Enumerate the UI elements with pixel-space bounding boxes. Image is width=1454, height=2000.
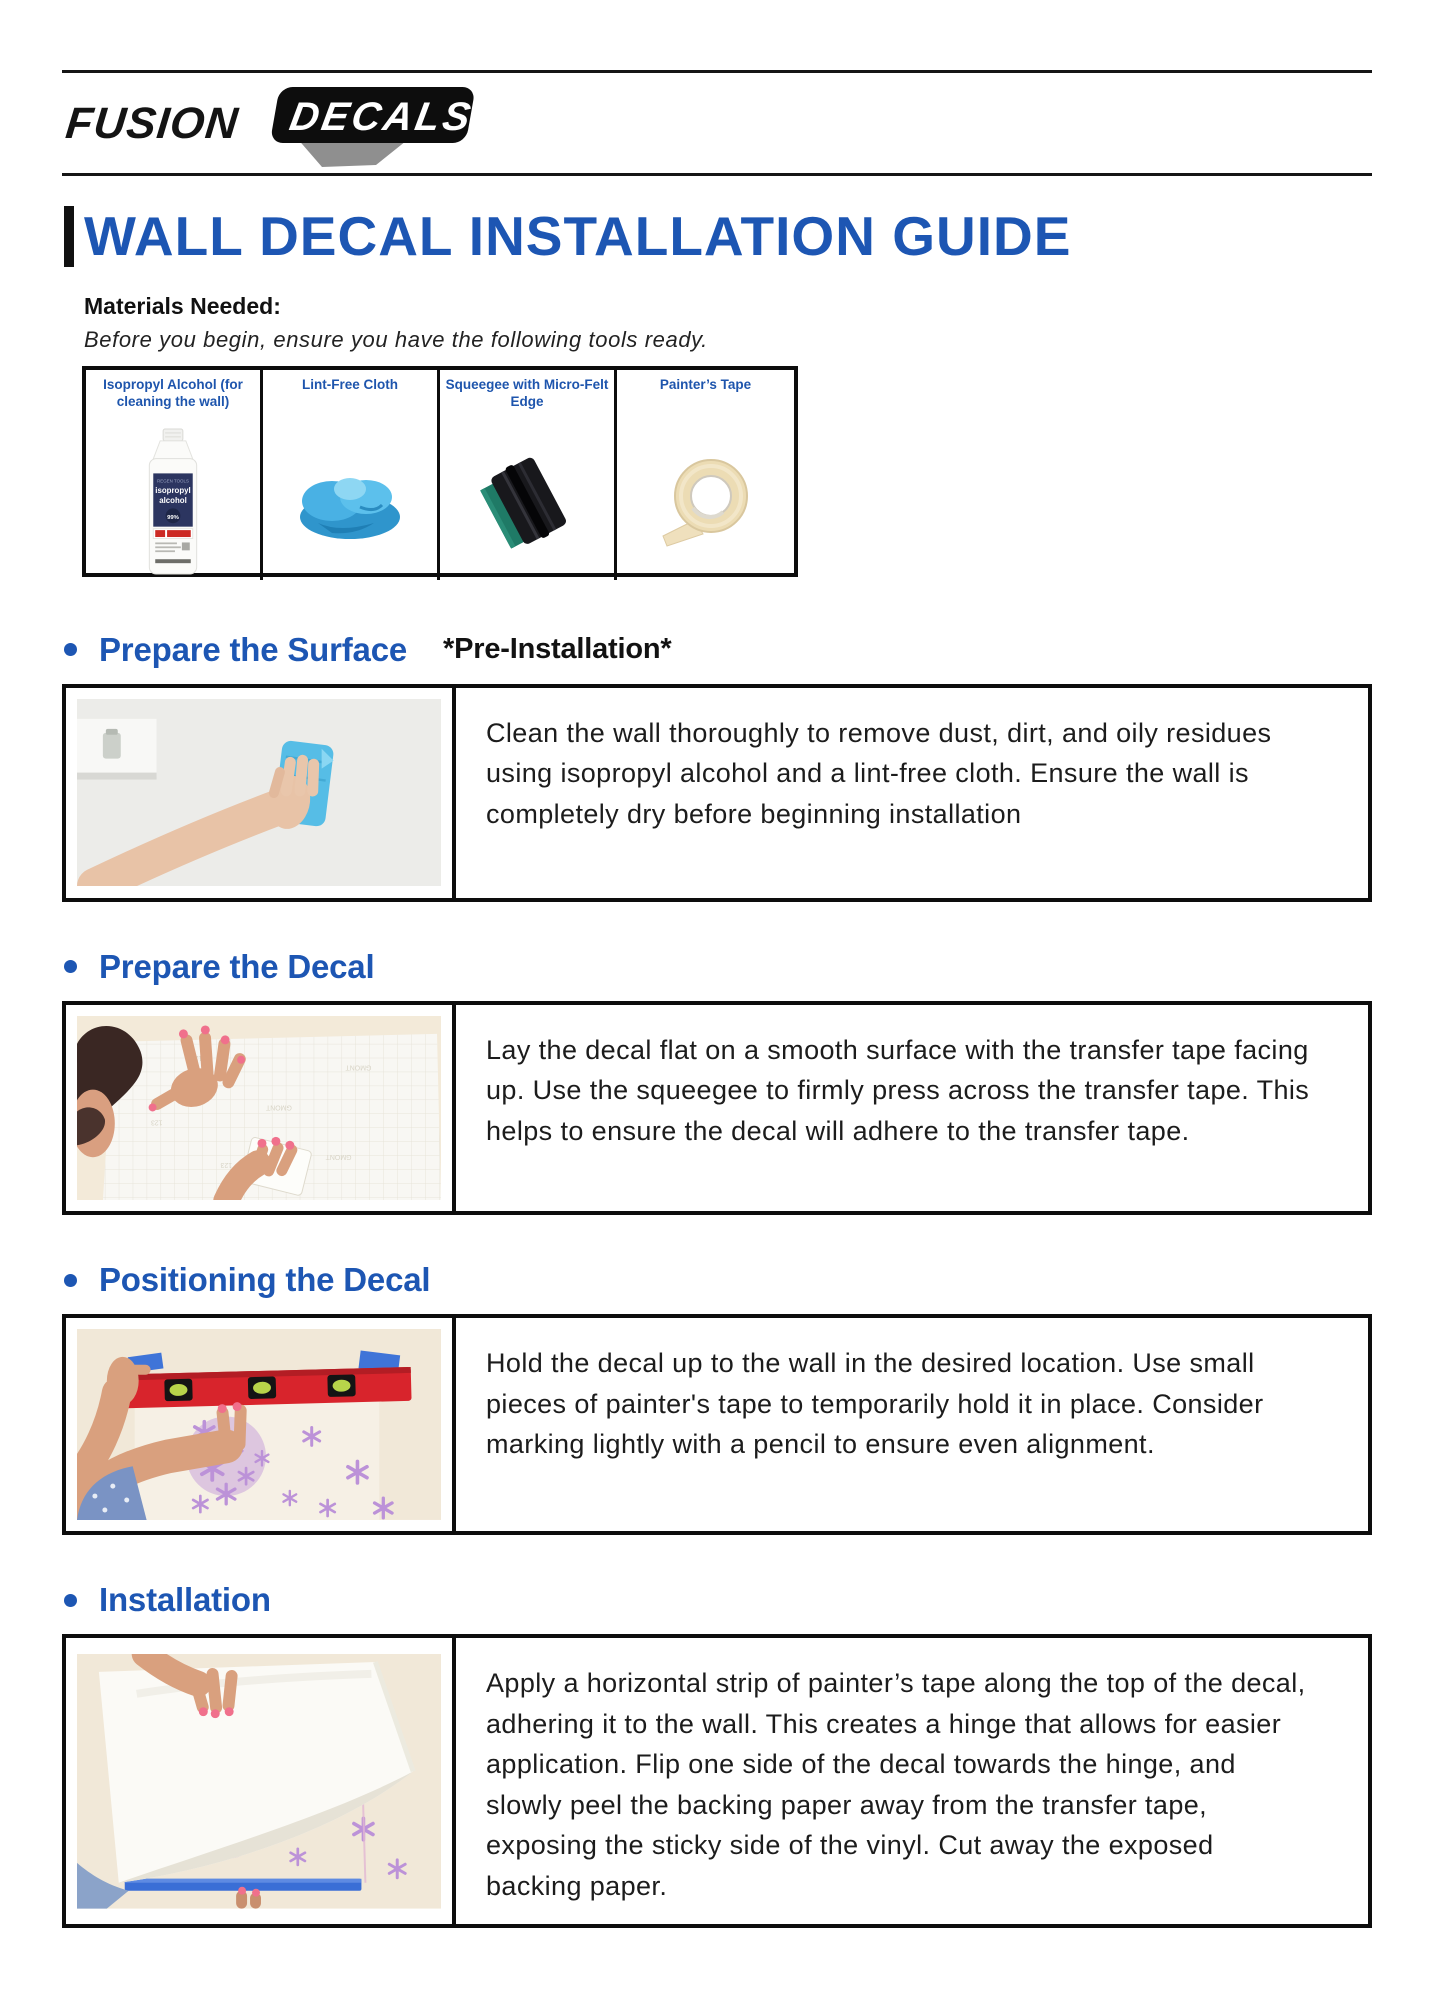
- material-label: Lint-Free Cloth: [302, 376, 398, 392]
- section-body-text: Apply a horizontal strip of painter’s tape along the top of the decal, adhering it to the wall. This creates a hinge that allows for easier application. Flip one side of the decal towards the hinge, and slowly peel the backing paper away from the transfer tape, exposing the sticky side of the vinyl. Cut away the exposed backing paper.: [486, 1668, 1306, 1901]
- svg-text:GMONT: GMONT: [265, 1103, 292, 1111]
- brand-fusion-text: FUSION: [63, 99, 241, 148]
- brand-decals-text: DECALS: [286, 94, 478, 139]
- squeegee-icon: [444, 428, 610, 576]
- material-cell-lint-free-cloth: [263, 370, 440, 580]
- bullet-icon: [64, 1594, 77, 1607]
- section-body-text: Clean the wall thoroughly to remove dust, dirt, and oily residues using isopropyl alcohol and a lint-free cloth. Ensure the wall is completely dry before beginning installation: [486, 717, 1272, 829]
- section-title: Prepare the Surface: [99, 630, 408, 668]
- title-block: [64, 206, 1372, 267]
- section-title: Positioning the Decal: [99, 1261, 431, 1299]
- material-cell-painters-tape: [617, 370, 794, 580]
- section-body-text: Lay the decal flat on a smooth surface with the transfer tape facing up. Use the squeegee to firmly press across the transfer tape. This helps to ensure the decal will adhere to the transfer tape.: [486, 1034, 1310, 1146]
- bullet-icon: [64, 643, 77, 656]
- svg-text:123: 123: [150, 1117, 163, 1125]
- bottle-badge: 99%: [167, 514, 179, 521]
- section-heading-installation: [64, 1581, 1372, 1619]
- brand-decals-badge: [244, 85, 480, 174]
- materials-heading: Materials Needed:: [84, 292, 281, 319]
- materials-intro: Before you begin, ensure you have the following tools ready.: [84, 326, 708, 352]
- section-box-prepare-decal: [62, 1001, 1372, 1216]
- title-accent-bar: [64, 206, 74, 267]
- decals-badge-icon: [244, 85, 480, 169]
- svg-text:GMONT: GMONT: [325, 1152, 352, 1160]
- section-heading-prepare-surface: [64, 631, 1372, 669]
- pre-installation-note: *Pre-Installation*: [443, 633, 672, 665]
- brand-logo: [63, 85, 1372, 167]
- bullet-icon: [64, 960, 77, 973]
- bottle-label-line1: isopropyl: [155, 485, 191, 495]
- blue-cloth-icon: [267, 428, 433, 576]
- material-cell-isopropyl-alcohol: [86, 370, 263, 580]
- section-box-installation: [62, 1634, 1372, 1928]
- tape-roll-icon: [621, 428, 790, 576]
- hand-wiping-wall-photo: [66, 688, 456, 898]
- alcohol-bottle-icon: [90, 428, 256, 576]
- material-cell-squeegee: [440, 370, 617, 580]
- top-rule: [62, 70, 1372, 73]
- svg-text:123: 123: [220, 1160, 233, 1168]
- section-heading-positioning-decal: [64, 1261, 1372, 1299]
- peeling-backing-photo: [66, 1638, 456, 1924]
- material-label: Painter’s Tape: [659, 376, 752, 392]
- material-label: Isopropyl Alcohol (for cleaning the wall): [103, 376, 243, 410]
- material-label: Squeegee with Micro-Felt Edge: [445, 376, 609, 410]
- bullet-icon: [64, 1274, 77, 1287]
- section-body-text: Hold the decal up to the wall in the desired location. Use small pieces of painter's tape to temporarily hold it in place. Consider marking lightly with a pencil to ensure even alignment.: [486, 1348, 1264, 1460]
- level-positioning-photo: [66, 1318, 456, 1531]
- section-title: Prepare the Decal: [99, 947, 375, 985]
- svg-text:REGEN TOOLS: REGEN TOOLS: [157, 477, 189, 483]
- svg-text:GMONT: GMONT: [345, 1063, 372, 1071]
- bottle-label-line2: alcohol: [159, 495, 187, 505]
- page-title: WALL DECAL INSTALLATION GUIDE: [84, 205, 1072, 267]
- section-box-prepare-surface: [62, 684, 1372, 902]
- section-title: Installation: [99, 1581, 271, 1619]
- section-box-positioning-decal: [62, 1314, 1372, 1535]
- section-heading-prepare-decal: [64, 948, 1372, 986]
- squeegee-on-decal-photo: [66, 1005, 456, 1212]
- materials-table: [82, 366, 798, 577]
